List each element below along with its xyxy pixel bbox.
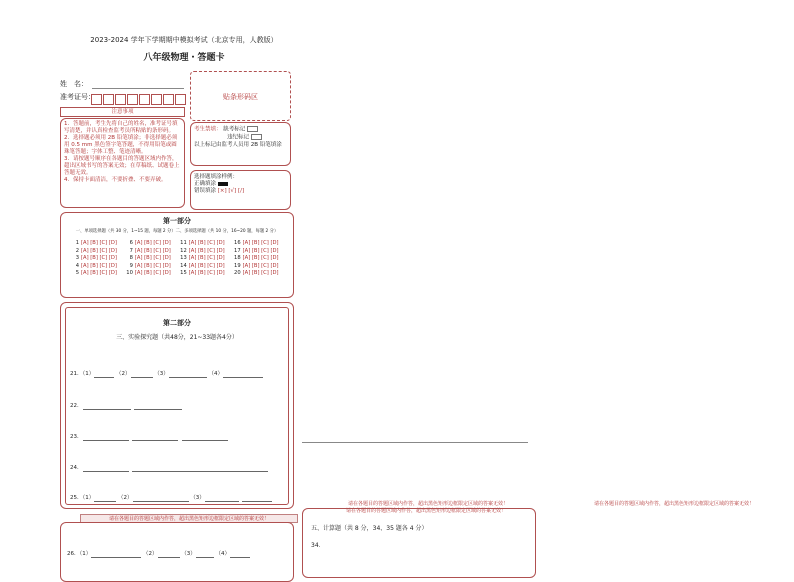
sample-title: 选择题填涂样例： [194, 174, 239, 180]
mcq-column [231, 240, 279, 278]
mcq-number: 15 [180, 270, 187, 276]
mcq-options[interactable]: [A] [B] [C] [D] [242, 262, 279, 269]
barcode-label: 贴条形码区 [223, 93, 258, 101]
status-note: 以上标记由监考人员用 2B 铅笔填涂 [194, 142, 282, 148]
section5-title: 五、计算题（共 8 分，34、35 题各 4 分） [311, 525, 428, 532]
q25-answer-3[interactable] [205, 494, 239, 502]
mcq-number: 2 [75, 247, 79, 254]
exam-title: 2023-2024 学年下学期期中模拟考试（北京专用，人教版） [90, 36, 278, 44]
notice-title-box [60, 107, 185, 117]
violation-label: 违纪标记 [227, 134, 250, 140]
q26-p4: （4） [215, 551, 230, 557]
q25-row [70, 494, 272, 502]
wrong-label: 错误填涂 [194, 188, 217, 194]
mcq-column [177, 240, 225, 278]
mcq-grid [69, 240, 279, 278]
status-box [190, 122, 291, 166]
mcq-options[interactable]: [A] [B] [C] [D] [134, 270, 171, 276]
mcq-row[interactable] [177, 270, 225, 278]
barcode-area [190, 71, 291, 121]
mcq-column [123, 240, 171, 278]
mcq-number: 5 [75, 270, 79, 276]
q26-answer-3[interactable] [196, 550, 214, 558]
center-divider [302, 442, 528, 443]
q26-row [67, 550, 250, 558]
part2-inner [65, 307, 289, 505]
mcq-options[interactable]: [A] [B] [C] [D] [188, 262, 225, 269]
mcq-row[interactable] [177, 263, 225, 271]
q34-label: 34． [311, 542, 325, 549]
q21-p2: （2） [116, 371, 131, 377]
name-label: 姓 名： [60, 80, 88, 88]
id-label: 准考证号： [60, 93, 95, 101]
q23-row [70, 433, 228, 441]
mcq-options[interactable]: [A] [B] [C] [D] [81, 240, 117, 246]
mcq-number: 18 [234, 255, 241, 261]
q23-label: 23． [70, 434, 83, 440]
mcq-row[interactable] [231, 270, 279, 278]
q21-row [70, 370, 263, 378]
mcq-number: 9 [129, 262, 133, 269]
notice-title: 注意事项 [111, 109, 134, 115]
q22-row [70, 402, 182, 410]
mcq-options[interactable]: [A] [B] [C] [D] [134, 247, 171, 254]
mcq-number: 7 [129, 247, 133, 254]
q21-p3: （3） [154, 371, 169, 377]
q26-p3: （3） [181, 551, 196, 557]
mcq-options[interactable]: [A] [B] [C] [D] [81, 270, 117, 276]
mcq-number: 4 [75, 262, 79, 269]
q25-label: 25．（1） [70, 495, 95, 501]
warning-right: 请在各题目的答题区域内作答，超出黑色矩形边框限定区域的答案无效！ [593, 501, 754, 507]
q23-answer-2[interactable] [132, 433, 178, 441]
correct-label: 正确填涂 [194, 181, 217, 187]
mcq-row[interactable] [231, 248, 279, 256]
q24-answer-1[interactable] [83, 464, 129, 472]
violation-checkbox[interactable] [251, 134, 262, 140]
part2-box [60, 302, 294, 509]
mcq-number: 13 [180, 255, 187, 261]
notice-box [60, 118, 185, 208]
mcq-number: 14 [180, 262, 187, 269]
q22-answer-2[interactable] [134, 402, 182, 410]
correct-mark-icon [218, 182, 228, 186]
name-field[interactable] [92, 88, 184, 89]
q26-answer-4[interactable] [230, 550, 250, 558]
absent-checkbox[interactable] [247, 126, 258, 132]
q25-answer-4[interactable] [242, 494, 272, 502]
mcq-options[interactable]: [A] [B] [C] [D] [81, 255, 117, 261]
mcq-row[interactable] [231, 263, 279, 271]
mcq-options[interactable]: [A] [B] [C] [D] [188, 240, 225, 246]
warning-left: 请在各题目的答题区域内作答，超出黑色矩形边框限定区域的答案无效！ [80, 514, 298, 523]
mcq-number: 19 [234, 262, 241, 269]
mcq-row[interactable] [231, 240, 279, 248]
q25-p2: （2） [118, 495, 133, 501]
q24-answer-2[interactable] [132, 464, 268, 472]
warning-center-2: 请在各题目的答题区域内作答，超出黑色矩形边框限定区域的答案无效！ [345, 508, 506, 514]
mcq-number: 1 [75, 240, 79, 246]
mcq-row[interactable] [69, 270, 117, 278]
q24-row [70, 464, 268, 472]
mcq-row[interactable] [231, 255, 279, 263]
mcq-number: 17 [234, 247, 241, 254]
subject-title: 八年级物理・答题卡 [143, 53, 225, 63]
q22-answer-1[interactable] [83, 402, 131, 410]
mcq-number: 8 [129, 255, 133, 261]
section5-box [302, 508, 536, 578]
mcq-row[interactable] [177, 248, 225, 256]
mcq-number: 6 [129, 240, 133, 246]
mcq-options[interactable]: [A] [B] [C] [D] [81, 262, 117, 269]
q26-answer-2[interactable] [158, 550, 180, 558]
mcq-options[interactable]: [A] [B] [C] [D] [134, 255, 171, 261]
q25-p3: （3） [190, 495, 205, 501]
warning-center-1: 请在各题目的答题区域内作答，超出黑色矩形边框限定区域的答案无效！ [347, 501, 508, 507]
q21-answer-1[interactable] [94, 370, 114, 378]
mcq-row[interactable] [123, 248, 171, 256]
part1-subtitle: 一、单项选择题（共 30 分，1~15 题，每题 2 分）二、多项选择题（共 10 分，16~20 题，每题 2 分） [75, 229, 279, 234]
notice-item-3: 3．请按题号顺序在各题目的答题区域内作答，超出区域书写的答案无效；在草稿纸、试题卷上答题无效。 [64, 156, 180, 176]
mcq-options[interactable]: [A] [B] [C] [D] [188, 255, 225, 261]
q22-label: 22． [70, 403, 83, 409]
mcq-options[interactable]: [A] [B] [C] [D] [188, 270, 225, 276]
q23-answer-3[interactable] [182, 433, 228, 441]
mcq-number: 11 [180, 240, 187, 246]
mcq-options[interactable]: [A] [B] [C] [D] [242, 270, 279, 276]
notice-item-4: 4．保持卡面清洁，不要折叠、不要弄破。 [64, 177, 167, 183]
q26-label: 26．（1） [67, 551, 92, 557]
q21-p4: （4） [208, 371, 223, 377]
absent-label: 缺考标记 [223, 126, 246, 133]
notice-item-1: 1．答题前，考生先将自己的姓名，准考证号填写清楚，并认真检查监考员所粘贴的条形码。 [64, 121, 178, 134]
mcq-row[interactable] [177, 255, 225, 263]
mcq-row[interactable] [177, 240, 225, 248]
q26-answer-1[interactable] [91, 550, 141, 558]
mcq-options[interactable]: [A] [B] [C] [D] [188, 247, 225, 254]
part2-title: 第二部分 [163, 319, 191, 327]
mcq-options[interactable]: [A] [B] [C] [D] [81, 247, 117, 254]
mcq-row[interactable] [69, 255, 117, 263]
q26-box [60, 522, 294, 582]
mcq-options[interactable]: [A] [B] [C] [D] [242, 240, 279, 246]
mcq-row[interactable] [123, 263, 171, 271]
q23-answer-1[interactable] [83, 433, 129, 441]
mcq-options[interactable]: [A] [B] [C] [D] [242, 255, 279, 261]
mcq-number: 12 [180, 247, 187, 254]
status-label: 考生禁填： [194, 126, 222, 133]
mcq-number: 10 [126, 270, 133, 276]
mcq-row[interactable] [123, 255, 171, 263]
part1-title: 第一部分 [163, 217, 191, 225]
q25-answer-1[interactable] [94, 494, 116, 502]
q21-answer-2[interactable] [131, 370, 153, 378]
mcq-number: 3 [75, 255, 79, 261]
q26-p2: （2） [143, 551, 158, 557]
mcq-row[interactable] [123, 240, 171, 248]
mcq-options[interactable]: [A] [B] [C] [D] [134, 240, 171, 246]
mcq-row[interactable] [69, 263, 117, 271]
q21-label: 21．（1） [70, 371, 95, 377]
q21-answer-3[interactable] [169, 370, 207, 378]
q21-answer-4[interactable] [223, 370, 263, 378]
mcq-row[interactable] [123, 270, 171, 278]
mcq-row[interactable] [69, 248, 117, 256]
mcq-row[interactable] [69, 240, 117, 248]
mcq-options[interactable]: [A] [B] [C] [D] [134, 262, 171, 269]
section3-title: 三、实验探究题（共48分，21~33题各4分） [116, 334, 238, 341]
q24-label: 24． [70, 465, 83, 471]
mcq-options[interactable]: [A] [B] [C] [D] [242, 247, 279, 254]
mcq-column [69, 240, 117, 278]
wrong-marks: [×] [√] [/] [217, 188, 245, 194]
sample-box [190, 170, 291, 210]
mcq-number: 16 [234, 240, 241, 246]
q25-answer-2[interactable] [133, 494, 189, 502]
notice-item-2: 2．选择题必须用 2B 铅笔填涂；非选择题必须用 0.5 mm 黑色签字笔答题，不得用铅笔或圆珠笔答题；字体工整、笔迹清晰。 [64, 135, 178, 155]
part1-box [60, 212, 294, 298]
mcq-number: 20 [234, 270, 241, 276]
